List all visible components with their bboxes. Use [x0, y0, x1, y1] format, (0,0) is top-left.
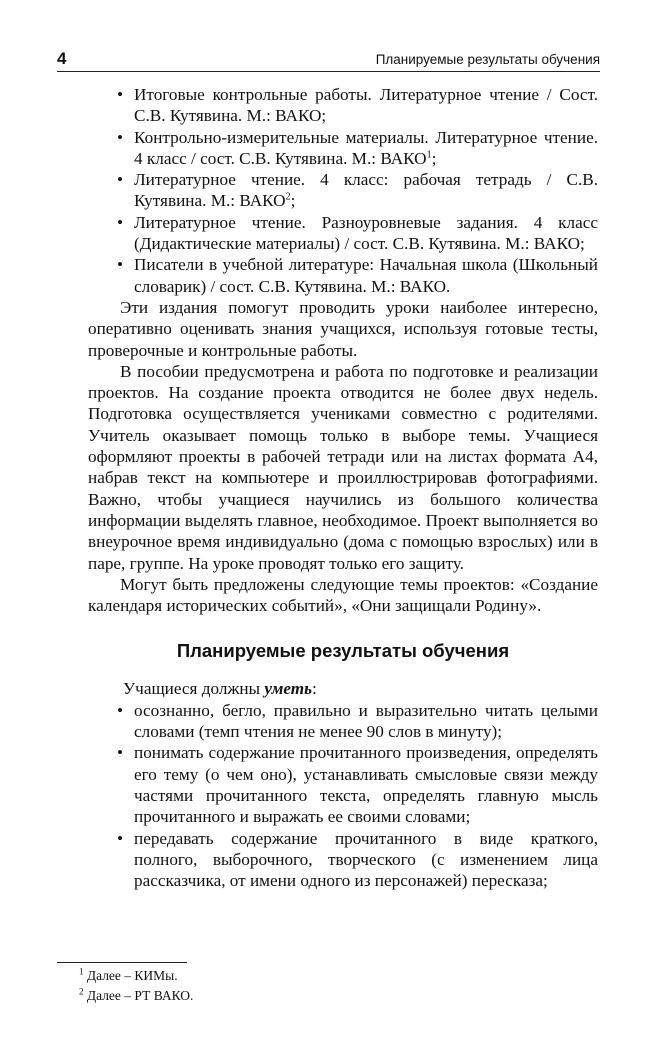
list-item: • Контрольно-измерительные материалы. Литературное чтение. 4 класс / сост. С.В. Кутявина. М.: ВАКО$^1$;: [112, 127, 598, 170]
footnotes: [57, 966, 600, 1006]
publications-list: [112, 84, 598, 297]
outcomes-list: [112, 700, 598, 892]
section-heading: Планируемые результаты обучения: [176, 640, 510, 662]
paragraph: В пособии предусмотрена и работа по подготовке и реализации проектов. На создание проекта отводится не более двух недель. Подготовка осуществляется учениками совместно с родителями. Учитель оказывает помощь только в выборе темы. Учащиеся оформляют проекты в рабочей тетради или на листах формата А4, набрав текст на компьютере и проиллюстрировав фотографиями. Важно, чтобы учащиеся научились из большого количества информации выделять главное, необходимое. Проект выполняется во внеурочное время индивидуально (дома с помощью взрослых) или в паре, группе. На уроке проводят только его защиту.: [88, 361, 598, 573]
list-item: • Писатели в учебной литературе: Начальная школа (Школьный словарик) / сост. С.В. Кутявина. М.: ВАКО.: [112, 254, 598, 297]
paragraph: Могут быть предложены следующие темы проектов: «Создание календаря исторических событий», «Они защищали Родину».: [88, 574, 598, 616]
page-header: [57, 49, 600, 72]
page-body: [88, 84, 598, 891]
footnote: $^1$ Далее – КИМы.: [79, 966, 178, 983]
running-title: Планируемые результаты обучения: [375, 52, 600, 67]
footnote-ref: 1: [426, 149, 432, 161]
footnote: $^2$ Далее – РТ ВАКО.: [79, 986, 194, 1003]
list-item: • Литературное чтение. 4 класс: рабочая тетрадь / С.В. Кутявина. М.: ВАКО$^2$;: [112, 169, 598, 212]
page-number: 4: [57, 49, 67, 68]
footnote-ref: 2: [285, 191, 291, 203]
list-item: • Литературное чтение. Разноуровневые задания. 4 класс (Дидактические материалы) / сост. С.В. Кутявина. М.: ВАКО;: [112, 212, 598, 255]
list-item: • понимать содержание прочитанного произведения, определять его тему (о чем оно), устанавливать смысловые связи между частями прочитанного текста, определять главную мысль прочитанного и выражать ее своими словами;: [112, 742, 598, 827]
list-item: • передавать содержание прочитанного в виде краткого, полного, выборочного, творческого (с изменением лица рассказчика, от имени одного из персонажей) пересказа;: [112, 828, 598, 892]
emphasis: уметь: [264, 679, 312, 699]
list-item: • осознанно, бегло, правильно и выразительно читать целыми словами (темп чтения не менее 90 слов в минуту);: [112, 700, 598, 743]
paragraph: Эти издания помогут проводить уроки наиболее интересно, оперативно оценивать знания учащихся, используя готовые тесты, проверочные и контрольные работы.: [88, 297, 598, 360]
section-lead: Учащиеся должны уметь:: [123, 679, 317, 699]
list-item: • Итоговые контрольные работы. Литературное чтение / Сост. С.В. Кутявина. М.: ВАКО;: [112, 84, 598, 127]
footnote-divider: [57, 962, 187, 963]
